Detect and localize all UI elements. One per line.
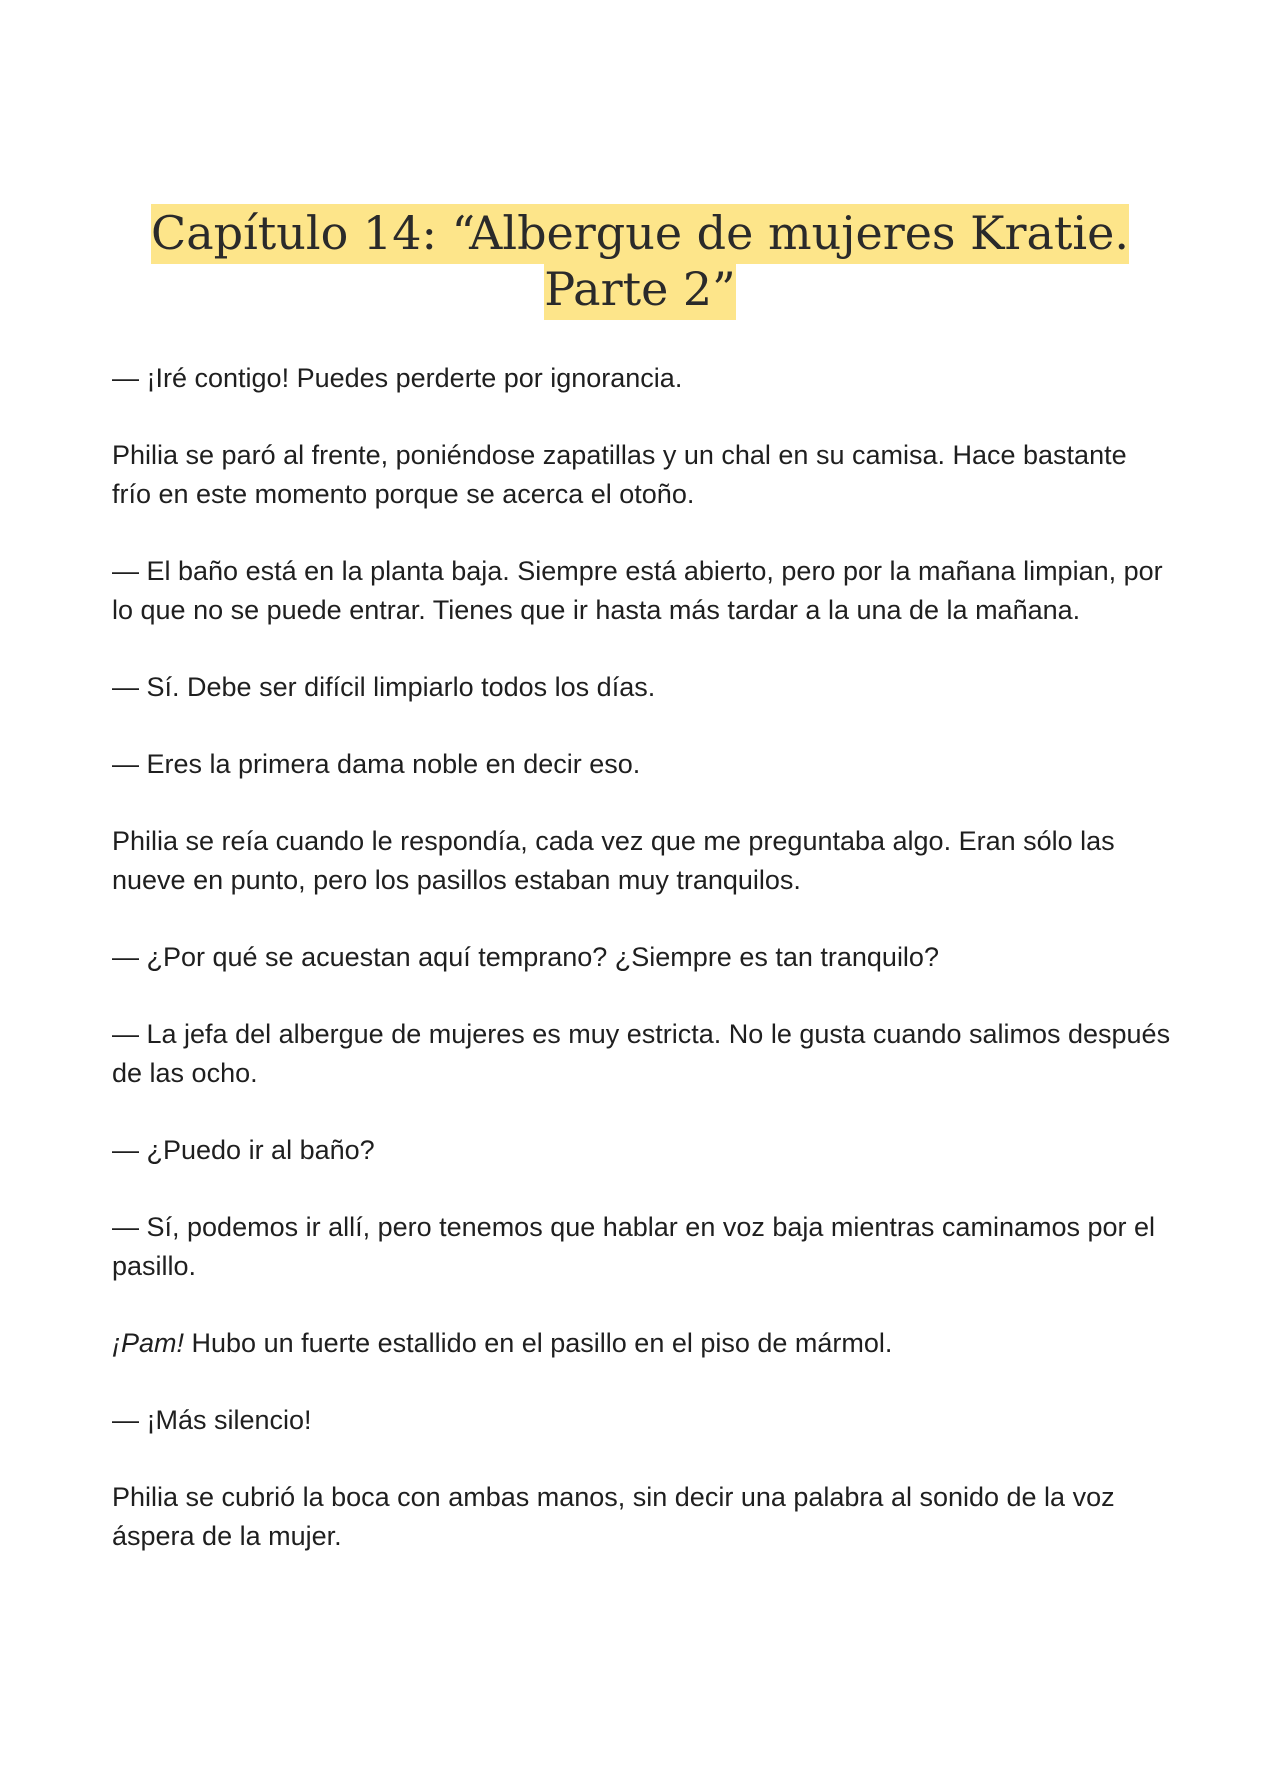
paragraph: — Sí, podemos ir allí, pero tenemos que hablar en voz baja mientras caminamos por el pasillo.: [112, 1212, 1156, 1281]
paragraph: — ¡Más silencio!: [112, 1405, 312, 1435]
chapter-title: [100, 205, 1180, 317]
paragraph: — Sí. Debe ser difícil limpiarlo todos los días.: [112, 672, 656, 702]
paragraph: — La jefa del albergue de mujeres es muy estricta. No le gusta cuando salimos después de las ocho.: [112, 1019, 1171, 1088]
title-highlight: Capítulo 14: “Albergue de mujeres Kratie. Parte 2”: [151, 204, 1129, 320]
document-body: [112, 359, 1172, 1594]
paragraph: Philia se cubrió la boca con ambas manos, sin decir una palabra al sonido de la voz áspera de la mujer.: [112, 1482, 1115, 1551]
paragraph: — Eres la primera dama noble en decir eso.: [112, 749, 641, 779]
paragraph: — El baño está en la planta baja. Siempre está abierto, pero por la mañana limpian, por lo que no se puede entrar. Tienes que ir hasta más tardar a la una de la mañana.: [112, 556, 1163, 625]
paragraph: Philia se reía cuando le respondía, cada vez que me preguntaba algo. Eran sólo las nueve en punto, pero los pasillos estaban muy tranquilos.: [112, 826, 1115, 895]
paragraph-pam: [112, 1324, 1172, 1363]
paragraph: — ¡Iré contigo! Puedes perderte por ignorancia.: [112, 363, 683, 393]
pam-onomatopoeia: ¡Pam!: [112, 1328, 185, 1358]
pam-sentence: Hubo un fuerte estallido en el pasillo en el piso de mármol.: [184, 1328, 893, 1358]
paragraph: — ¿Puedo ir al baño?: [112, 1135, 375, 1165]
paragraph: — ¿Por qué se acuestan aquí temprano? ¿Siempre es tan tranquilo?: [112, 942, 939, 972]
paragraph: Philia se paró al frente, poniéndose zapatillas y un chal en su camisa. Hace bastante frío en este momento porque se acerca el otoño.: [112, 440, 1127, 509]
